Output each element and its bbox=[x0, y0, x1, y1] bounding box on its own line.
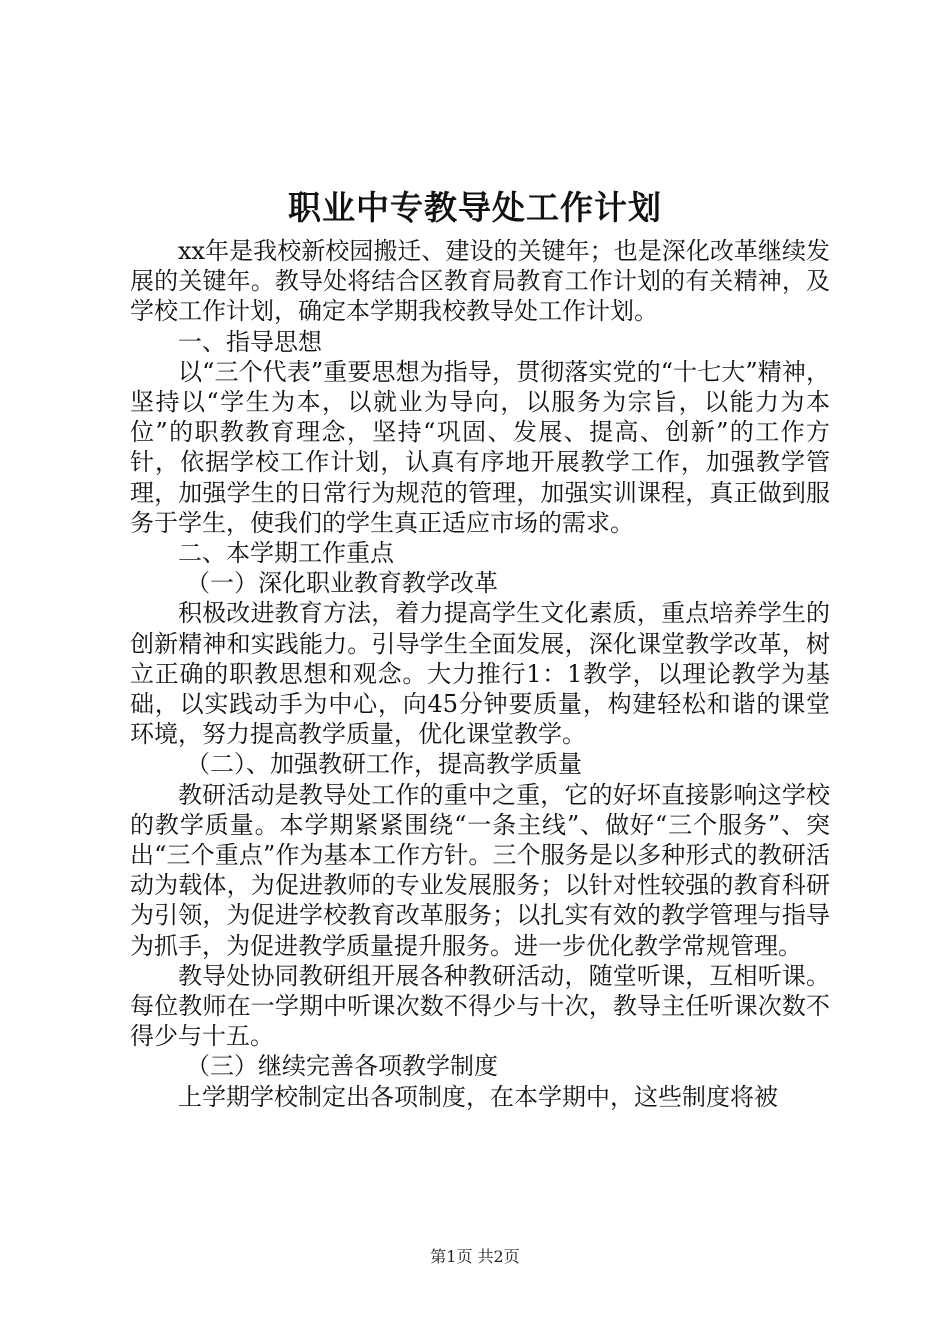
paragraph-intro: xx年是我校新校园搬迁、建设的关键年；也是深化改革继续发展的关键年。教导处将结合区教育局教育工作计划的有关精神，及学校工作计划，确定本学期我校教导处工作计划。 bbox=[130, 237, 830, 326]
section-heading-key-tasks: 二、本学期工作重点 bbox=[178, 539, 394, 568]
subheading-teaching-research: （二）、加强教研工作，提高教学质量 bbox=[186, 750, 582, 779]
document-title: 职业中专教导处工作计划 bbox=[288, 188, 662, 227]
paragraph-reform: 积极改进教育方法，着力提高学生文化素质，重点培养学生的创新精神和实践能力。引导学生全面发展，深化课堂教学改革，树立正确的职教思想和观念。大力推行1：1教学，以理论教学为基础，以实践动手为中心，向45分钟要质量，构建轻松和谐的课堂环境，努力提高教学质量，优化课堂教学。 bbox=[130, 599, 830, 749]
document-body bbox=[130, 236, 830, 1112]
subheading-teaching-systems: （三）继续完善各项教学制度 bbox=[186, 1052, 498, 1081]
page-footer: 第1页 共2页 bbox=[430, 1247, 520, 1266]
paragraph-teaching-systems: 上学期学校制定出各项制度，在本学期中，这些制度将被 bbox=[178, 1082, 778, 1111]
paragraph-teaching-research: 教研活动是教导处工作的重中之重，它的好坏直接影响这学校的教学质量。本学期紧紧围绕“一条主线”、做好“三个服务”、突出“三个重点”作为基本工作方针。三个服务是以多种形式的教研活动为载体，为促进教师的专业发展服务；以针对性较强的教育科研为引领，为促进学校教育改革服务；以扎实有效的教学管理与指导为抓手，为促进教学质量提升服务。进一步优化教学常规管理。 bbox=[130, 780, 830, 960]
paragraph-guiding-ideology: 以“三个代表”重要思想为指导，贯彻落实党的“十七大”精神，坚持以“学生为本，以就业为导向，以服务为宗旨，以能力为本位”的职教教育理念，坚持“巩固、发展、提高、创新”的工作方针，依据学校工作计划，认真有序地开展教学工作，加强教学管理，加强学生的日常行为规范的管理，加强实训课程，真正做到服务于学生，使我们的学生真正适应市场的需求。 bbox=[130, 357, 830, 537]
paragraph-lesson-observation: 教导处协同教研组开展各种教研活动，随堂听课，互相听课。每位教师在一学期中听课次数不得少与十次，教导主任听课次数不得少与十五。 bbox=[130, 961, 830, 1051]
section-heading-guiding-ideology: 一、指导思想 bbox=[178, 327, 322, 356]
subheading-reform: （一）深化职业教育教学改革 bbox=[186, 569, 498, 598]
